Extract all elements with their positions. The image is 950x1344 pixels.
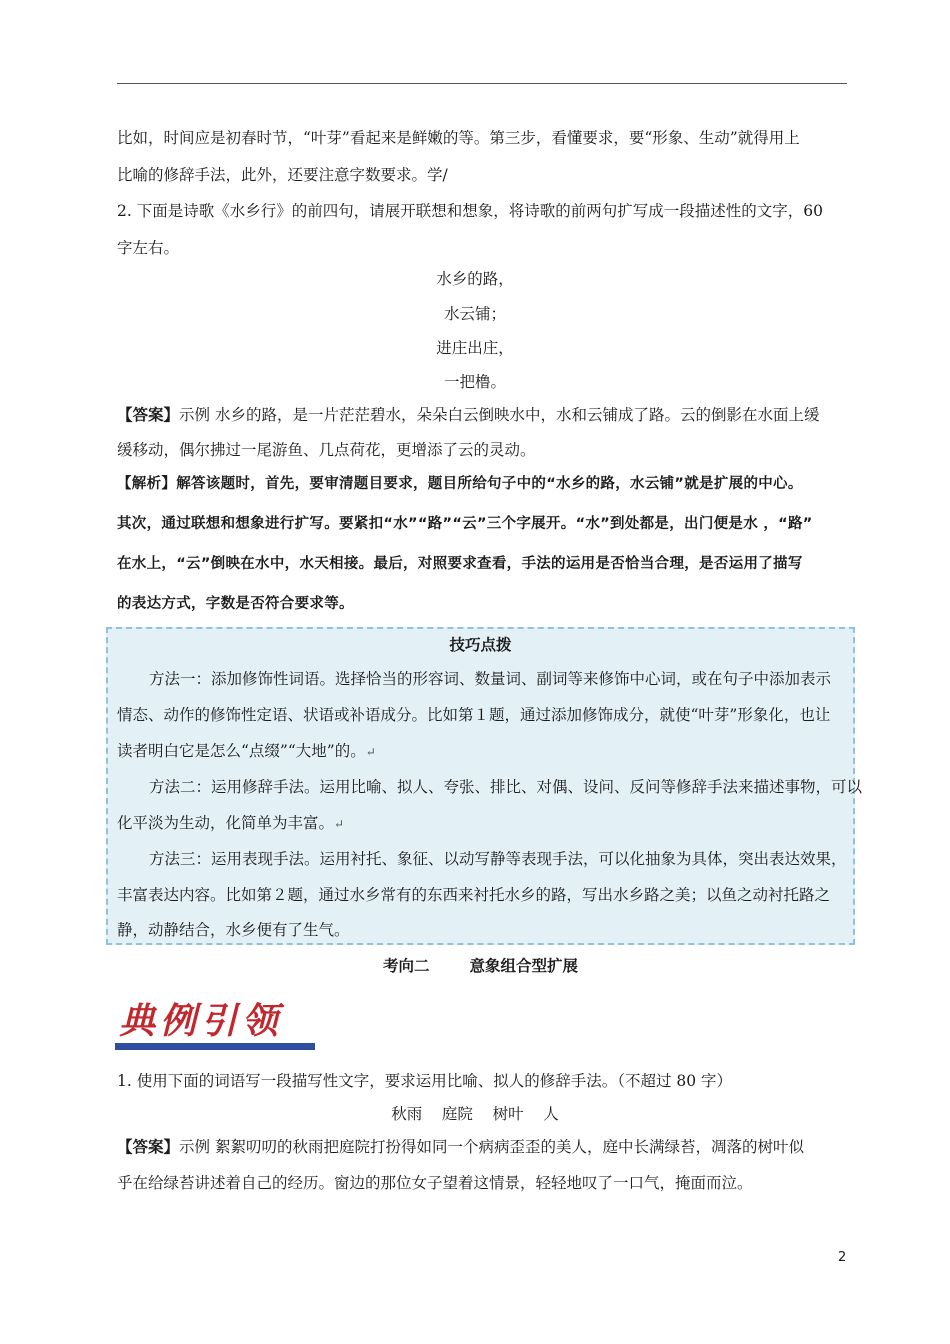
answer-label: 【答案】 — [117, 405, 180, 424]
poem-line-4: 一把橹。 — [443, 373, 506, 391]
paragraph-mark-icon: ↵ — [334, 817, 345, 831]
tips-line-4: 方法二：运用修辞手法。运用比喻、拟人、夸张、排比、对偶、设问、反问等修辞手法来描述事物，可以 — [149, 778, 863, 796]
intro-line-2: 比喻的修辞手法，此外，还要注意字数要求。学/ — [117, 166, 448, 184]
tips-line-6: 方法三：运用表现手法。运用衬托、象征、以动写静等表现手法，可以化抽象为具体，突出表达效果， — [149, 850, 847, 868]
paragraph-mark-icon: ↵ — [365, 745, 376, 759]
answer-1-line-2: 乎在给绿苔讲述着自己的经历。窗边的那位女子望着这情景，轻轻地叹了一口气，掩面而泣。 — [117, 1174, 753, 1192]
example-banner — [115, 993, 315, 1051]
question-2-line-1: 2. 下面是诗歌《水乡行》的前四句，请展开联想和想象，将诗歌的前两句扩写成一段描述性的文字，60 — [117, 202, 823, 220]
tips-title: 技巧点拨 — [449, 635, 512, 654]
section-title: 意象组合型扩展 — [469, 956, 579, 975]
analysis-2-line-2: 其次，通过联想和想象进行扩写。要紧扣“水”“路”“云”三个字展开。“水”到处都是，出门便是水 ，“路” — [117, 516, 813, 532]
tips-line-3-text: 读者明白它是怎么“点缀”“大地”的。 — [117, 742, 366, 760]
answer-2-text: 示例 水乡的路，是一片茫茫碧水，朵朵白云倒映水中，水和云铺成了路。云的倒影在水面上缓 — [179, 406, 820, 424]
tips-line-5 — [117, 811, 344, 833]
analysis-2-text: 解答该题时，首先，要审清题目要求，题目所给句子中的“水乡的路，水云铺”就是扩展的中心。 — [176, 476, 803, 492]
tips-line-7: 丰富表达内容。比如第２题，通过水乡常有的东西来衬托水乡的路，写出水乡路之美；以鱼之动衬托路之 — [117, 886, 831, 904]
tips-line-8: 静，动静结合，水乡便有了生气。 — [117, 921, 350, 939]
answer-1-line-1 — [117, 1135, 804, 1157]
answer-1-text: 示例 絮絮叨叨的秋雨把庭院打扮得如同一个病病歪歪的美人，庭中长满绿苔，凋落的树叶似 — [179, 1138, 804, 1156]
section-number: 考向二 — [383, 956, 430, 975]
banner-bar — [115, 1043, 315, 1050]
poem-line-1: 水乡的路， — [436, 270, 514, 288]
answer-label: 【答案】 — [117, 1137, 180, 1156]
question-1-words: 秋雨 庭院 树叶 人 — [391, 1105, 559, 1123]
header-rule — [117, 83, 847, 84]
analysis-2-line-1 — [117, 472, 847, 493]
analysis-2-line-4: 的表达方式，字数是否符合要求等。 — [117, 596, 354, 612]
question-2-line-2: 字左右。 — [117, 239, 180, 257]
tips-line-3 — [117, 739, 376, 761]
section-heading — [383, 954, 578, 976]
answer-2-line-1 — [117, 403, 819, 425]
page-number: 2 — [838, 1250, 847, 1265]
answer-2-line-2: 缓移动，偶尔拂过一尾游鱼、几点荷花，更增添了云的灵动。 — [117, 441, 536, 459]
intro-line-1: 比如，时间应是初春时节，“叶芽”看起来是鲜嫩的等。第三步，看懂要求，要“形象、生动”就得用上 — [117, 129, 800, 147]
tips-line-2: 情态、动作的修饰性定语、状语或补语成分。比如第１题，通过添加修饰成分，就使“叶芽”形象化，也让 — [117, 706, 831, 724]
analysis-2-line-3: 在水上，“云”倒映在水中，水天相接。最后，对照要求查看，手法的运用是否恰当合理，是否运用了描写 — [117, 556, 803, 572]
poem-line-3: 进庄出庄， — [436, 339, 514, 357]
tips-box — [106, 627, 863, 945]
question-1-line-1: 1. 使用下面的词语写一段描写性文字，要求运用比喻、拟人的修辞手法。（不超过 80 字） — [117, 1072, 733, 1090]
banner-text: 典例引领 — [119, 1000, 284, 1042]
tips-line-5-text: 化平淡为生动，化简单为丰富。 — [117, 814, 335, 832]
poem-line-2: 水云铺； — [443, 305, 506, 323]
analysis-label: 【解析】 — [117, 476, 177, 492]
tips-line-1: 方法一：添加修饰性词语。选择恰当的形容词、数量词、副词等来修饰中心词，或在句子中添加表示 — [149, 670, 832, 688]
